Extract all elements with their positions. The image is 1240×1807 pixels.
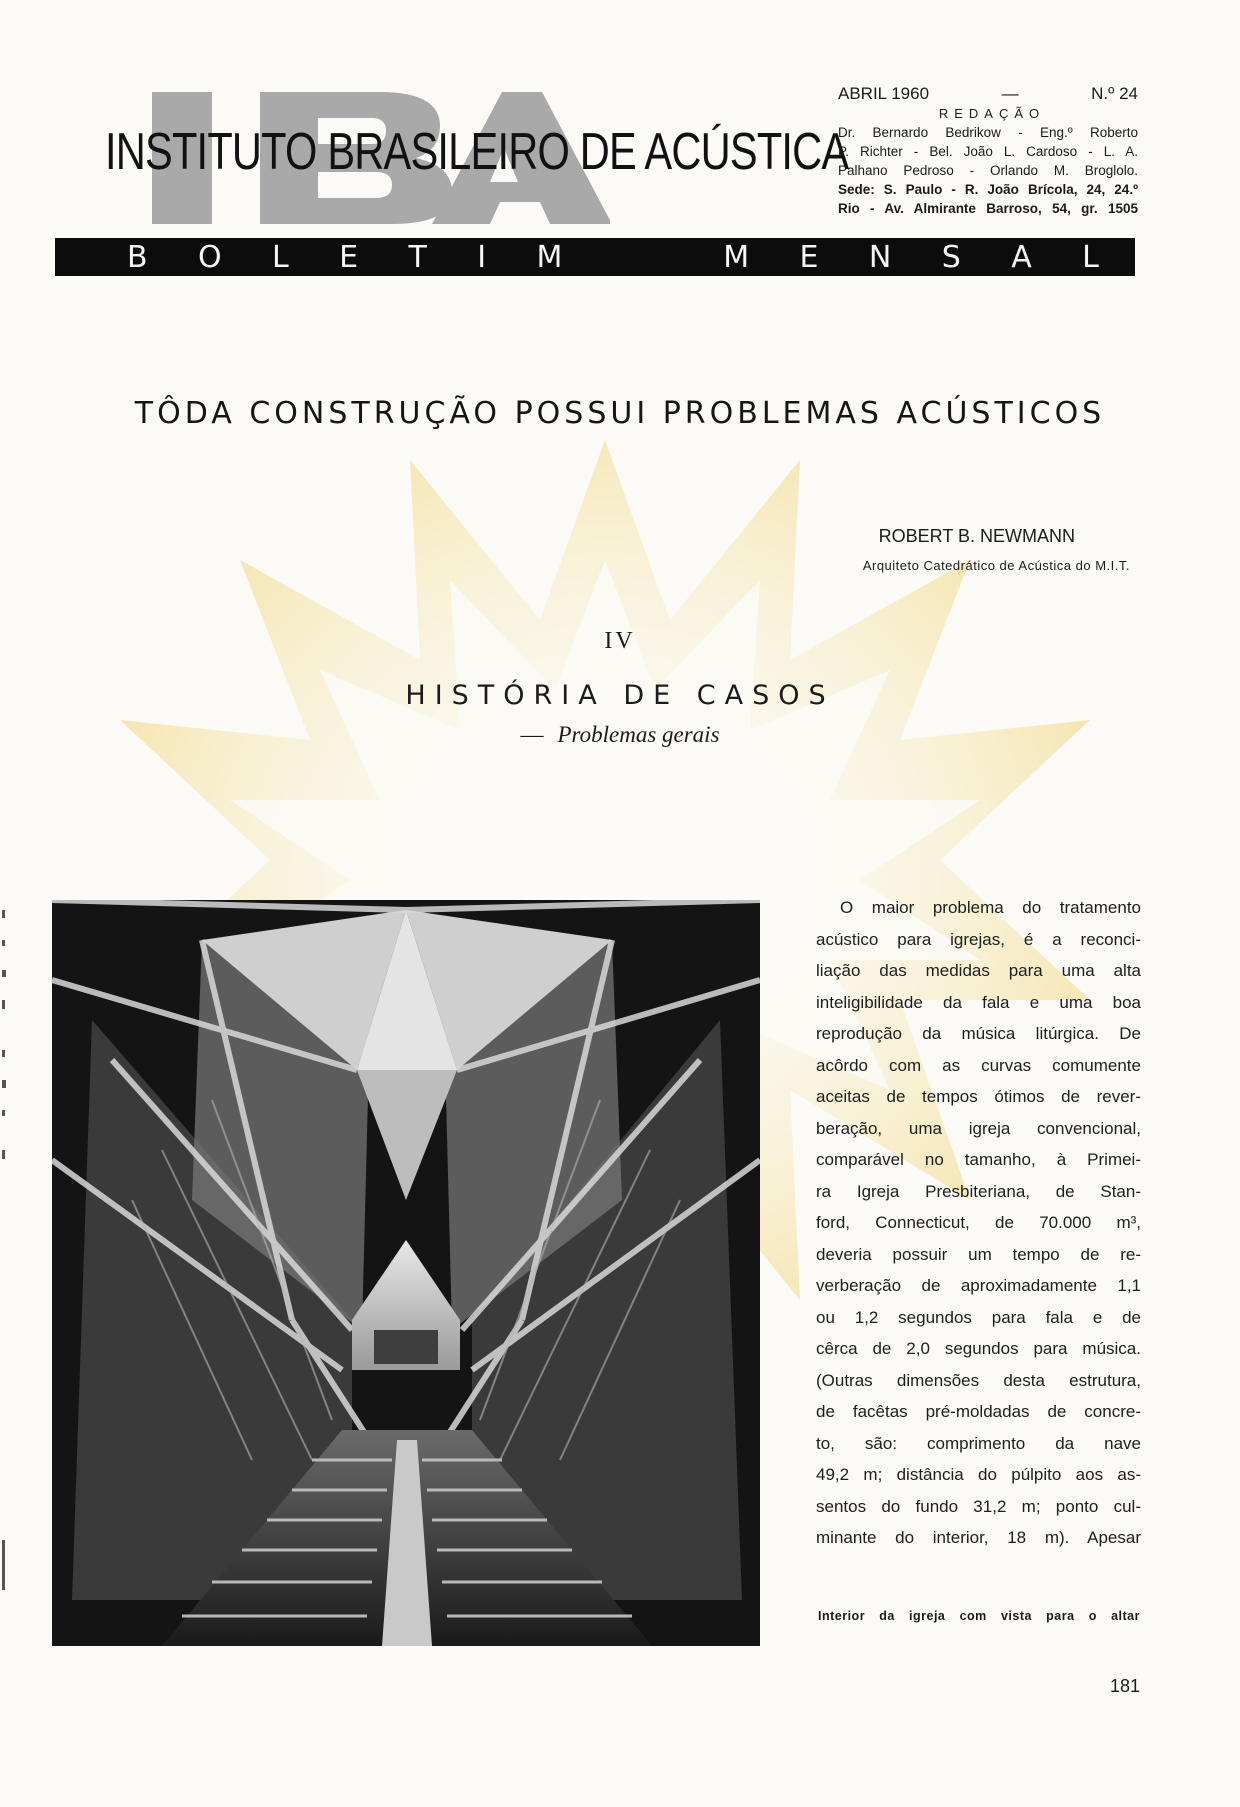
article-body — [816, 892, 1141, 1554]
credits-line: Palhano Pedroso - Orlando M. Broglolo. — [838, 163, 1138, 178]
section-subtitle — [420, 722, 820, 748]
banner-letter: M — [723, 239, 750, 275]
banner-letter: T — [408, 239, 427, 275]
body-line: to, são: comprimento da nave — [816, 1433, 1141, 1453]
body-line: O maior problema do tratamento — [840, 898, 1141, 917]
body-line: deveria possuir um tempo de re- — [816, 1244, 1141, 1264]
body-line: aceitas de tempos ótimos de rever- — [816, 1087, 1141, 1106]
article-title: TÔDA CONSTRUÇÃO POSSUI PROBLEMAS ACÚSTICOS — [134, 396, 1106, 431]
body-line: sentos do fundo 31,2 m; ponto cul- — [816, 1496, 1141, 1516]
author-name: ROBERT B. NEWMANN — [878, 526, 1075, 546]
scan-margin-marks — [0, 900, 12, 1620]
credits-line: P. Richter - Bel. João L. Cardoso - L. A. — [838, 144, 1138, 159]
address-line: Rio - Av. Almirante Barroso, 54, gr. 1505 — [838, 201, 1138, 216]
section-title: HISTÓRIA DE CASOS — [405, 680, 835, 711]
body-line: verberação de aproximadamente 1,1 — [816, 1276, 1141, 1295]
bulletin-banner-text — [55, 238, 1135, 276]
body-line: liação das medidas para uma alta — [816, 961, 1141, 980]
church-interior-photo — [52, 900, 760, 1646]
banner-letter: I — [477, 239, 487, 275]
body-line: reprodução da música litúrgica. De — [816, 1024, 1141, 1043]
address-line: Sede: S. Paulo - R. João Brícola, 24, 24.º — [838, 182, 1138, 197]
body-line: inteligibilidade da fala e uma boa — [816, 992, 1141, 1012]
issue-number: N.º 24 — [1091, 84, 1138, 103]
subtitle-text: Problemas gerais — [557, 722, 720, 747]
page-number: 181 — [1109, 1676, 1140, 1696]
subtitle-dash: — — [520, 722, 544, 747]
body-line: acústico para igrejas, é a reconci- — [816, 929, 1141, 949]
body-line: acôrdo com as curvas comumente — [816, 1055, 1141, 1075]
section-number: IV — [604, 628, 636, 654]
issue-line — [838, 84, 1138, 103]
body-line: beração, uma igreja convencional, — [816, 1118, 1141, 1138]
issue-dash: — — [1001, 84, 1019, 103]
body-line: de facêtas pré-moldadas de concre- — [816, 1402, 1141, 1421]
institute-name: INSTITUTO BRASILEIRO DE ACÚSTICA — [105, 123, 849, 181]
banner-letter: L — [272, 239, 289, 275]
issue-info-block — [838, 84, 1138, 218]
banner-letter: N — [868, 239, 892, 275]
body-line: comparável no tamanho, à Primei- — [816, 1150, 1141, 1169]
banner-letter: L — [1082, 239, 1099, 275]
photo-caption: Interior da igreja com vista para o altar — [818, 1609, 1140, 1623]
banner-letter: O — [198, 239, 222, 275]
issue-date: ABRIL 1960 — [838, 84, 930, 103]
body-line: cêrca de 2,0 segundos para música. — [816, 1339, 1141, 1358]
body-line: (Outras dimensões desta estrutura, — [816, 1370, 1141, 1390]
banner-letter: E — [799, 239, 819, 275]
body-line: ra Igreja Presbiteriana, de Stan- — [816, 1181, 1141, 1201]
body-line: ou 1,2 segundos para fala e de — [816, 1307, 1141, 1327]
banner-letter: E — [339, 239, 359, 275]
banner-letter: M — [536, 239, 563, 275]
body-line: minante do interior, 18 m). Apesar — [816, 1528, 1141, 1547]
banner-letter: A — [1011, 239, 1032, 275]
banner-letter: B — [127, 239, 148, 275]
author-role: Arquiteto Catedrático de Acústica do M.I.T. — [862, 558, 1130, 573]
redacao-label: REDAÇÃO — [938, 106, 1046, 121]
banner-letter: S — [941, 239, 961, 275]
bulletin-banner — [55, 238, 1135, 276]
credits-line: Dr. Bernardo Bedrikow - Eng.º Roberto — [838, 125, 1138, 140]
body-line: ford, Connecticut, de 70.000 m³, — [816, 1213, 1141, 1232]
body-line: 49,2 m; distância do púlpito aos as- — [816, 1465, 1141, 1484]
